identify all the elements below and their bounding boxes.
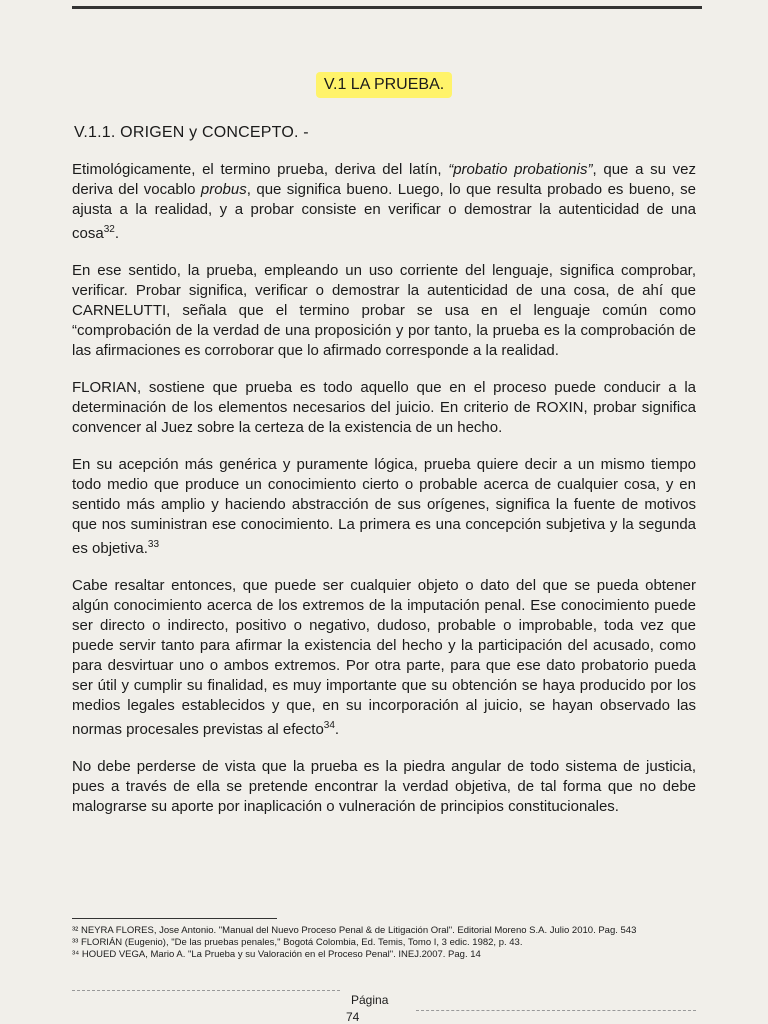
p4-text: En su acepción más genérica y puramente lógica, prueba quiere decir a un mismo tiempo todo medio que produce un conocimiento cierto o probable acerca de cualquier cosa, y en sentido más amplio y haciendo abstracción de sus orígenes, significa la fuente de motivos que nos suministran ese conocimiento. La primera es una concepción subjetiva y la segunda es objetiva. — [72, 456, 696, 557]
footer-rule-left — [72, 990, 340, 991]
section-title: V.1 LA PRUEBA. — [316, 72, 452, 98]
footnotes — [72, 918, 692, 961]
p1-term-probus: probus — [200, 181, 247, 198]
body-text — [72, 160, 696, 834]
top-rule — [72, 6, 702, 9]
page-number: 74 — [346, 1010, 360, 1024]
p5-end: . — [334, 721, 340, 738]
footnote-ref-34: 34 — [323, 720, 335, 731]
footnote-33: ³³ FLORIÁN (Eugenio), "De las pruebas penales," Bogotá Colombia, Ed. Temis, Tomo I, 3 edic. 1982, p. 43. — [72, 937, 523, 948]
footer-rule-right — [416, 1010, 696, 1011]
paragraph-1 — [72, 160, 696, 244]
paragraph-6: No debe perderse de vista que la prueba es la piedra angular de todo sistema de justicia, pues a través de ella se pretende encontrar la verdad objetiva, de tal forma que no debe malograrse su aporte por inaplicación o vulneración de principios constitucionales. — [72, 758, 696, 815]
p1-part-e: , que significa bueno. Luego, lo que resulta probado es bueno, se ajusta a la realidad, y a probar consiste en verificar o demostrar la autenticidad de una cosa — [72, 181, 696, 242]
p1-part-a: Etimológicamente, el termino prueba, deriva del latín, — [72, 161, 449, 178]
paragraph-5 — [72, 576, 696, 740]
footnote-rule — [72, 918, 277, 919]
paragraph-3: FLORIAN, sostiene que prueba es todo aquello que en el proceso puede conducir a la determinación de los elementos necesarios del juicio. En criterio de ROXIN, probar significa convencer al Juez sobre la certeza de la existencia de un hecho. — [72, 379, 696, 436]
page-label: Página — [351, 993, 389, 1007]
p5-text: Cabe resaltar entonces, que puede ser cualquier objeto o dato del que se pueda obtener algún conocimiento acerca de los extremos de la imputación penal. Ese conocimiento puede ser directo o indirecto, positivo o negativo, dudoso, probable o improbable, toda vez que puede servir tanto para afirmar la existencia del hecho y la participación del acusado, como para desvirtuar uno o ambos extremos. Por otra parte, para que ese dato probatorio pueda ser útil y cumplir su finalidad, es muy importante que su obtención se haya producido por los medios legales establecidos y que, en su incorporación al juicio, se hayan observado las normas procesales previstas al efecto — [72, 577, 696, 738]
footnote-ref-32: 32 — [103, 224, 115, 235]
title-wrap — [0, 72, 768, 98]
p1-end: . — [114, 225, 119, 242]
footnote-ref-33: 33 — [147, 539, 160, 550]
subsection-heading: V.1.1. ORIGEN y CONCEPTO. - — [74, 124, 309, 141]
paragraph-4 — [72, 455, 696, 559]
paragraph-2: En ese sentido, la prueba, empleando un uso corriente del lenguaje, significa comprobar, verificar. Probar significa, verificar o demostrar la autenticidad de una cosa, de ahí que CARNELUTTI, señala que el termino probar se usa en el lenguaje común como “comprobación de la verdad de una proposición y por tanto, la prueba es la comprobación de las afirmaciones es corroborar que lo afirmado corresponde a la realidad. — [72, 262, 696, 359]
footnote-34: ³⁴ HOUED VEGA, Mario A. "La Prueba y su Valoración en el Proceso Penal". INEJ.2007. Pag. 14 — [72, 949, 481, 960]
footnote-32: ³² NEYRA FLORES, Jose Antonio. "Manual del Nuevo Proceso Penal & de Litigación Oral". Editorial Moreno S.A. Julio 2010. Pag. 543 — [72, 925, 637, 936]
p1-latin-term: “probatio probationis” — [448, 161, 593, 178]
p1-part-c: , que a su vez deriva del vocablo — [72, 161, 696, 198]
